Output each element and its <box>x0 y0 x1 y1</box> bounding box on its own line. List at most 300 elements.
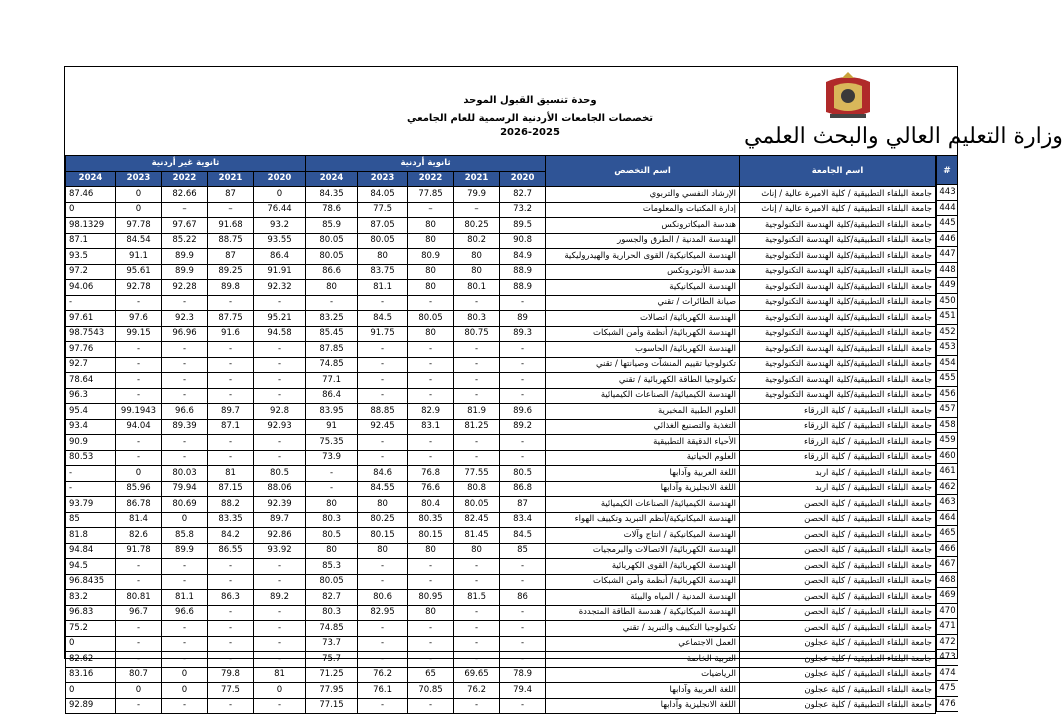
jordanian-score: - <box>358 295 408 311</box>
non-jordanian-score: 86.78 <box>116 497 162 513</box>
non-jordanian-score: - <box>208 574 254 590</box>
major-name: الهندسة الميكانيكية / هندسة الطاقة المتجددة <box>546 605 740 621</box>
jordanian-score: 84.05 <box>358 187 408 203</box>
non-jordanian-score: - <box>116 373 162 389</box>
jordanian-score: 80.5 <box>306 528 358 544</box>
major-name: الإرشاد النفسي والتربوي <box>546 187 740 203</box>
non-jordanian-score: - <box>162 559 208 575</box>
major-name: العلوم الطبية المخبرية <box>546 404 740 420</box>
jordanian-score: - <box>408 621 454 637</box>
university-name: جامعة البلقاء التطبيقية / كلية الزرقاء <box>740 419 936 435</box>
non-jordanian-score: 99.15 <box>116 326 162 342</box>
row-number: 458 <box>936 418 958 434</box>
non-jordanian-score: 84.54 <box>116 233 162 249</box>
jordanian-score: – <box>454 202 500 218</box>
non-jordanian-score: – <box>162 202 208 218</box>
non-jordanian-score: - <box>254 621 306 637</box>
non-jordanian-score: 88.2 <box>208 497 254 513</box>
non-jordanian-score: - <box>162 574 208 590</box>
jordanian-score: - <box>358 698 408 714</box>
non-jordanian-score: 96.96 <box>162 326 208 342</box>
non-jordanian-score: 82.66 <box>162 187 208 203</box>
non-jordanian-score: 93.79 <box>66 497 116 513</box>
jordanian-score: 76.2 <box>454 683 500 699</box>
table-row <box>66 667 936 683</box>
table-row <box>66 187 936 203</box>
row-number: 467 <box>936 557 958 573</box>
non-jordanian-score: - <box>254 636 306 652</box>
non-jordanian-score: 0 <box>66 683 116 699</box>
jordanian-score: 76.8 <box>408 466 454 482</box>
jordanian-score: 77.95 <box>306 683 358 699</box>
jordanian-score: 86.4 <box>306 388 358 404</box>
table-row <box>66 218 936 234</box>
jordanian-score: - <box>500 574 546 590</box>
non-jordanian-score: - <box>116 357 162 373</box>
non-jordanian-score: 96.6 <box>162 404 208 420</box>
non-jordanian-score: - <box>254 698 306 714</box>
non-jordanian-score: 97.2 <box>66 264 116 280</box>
non-jordanian-score: 85 <box>66 512 116 528</box>
jordanian-score: - <box>358 652 408 668</box>
jordanian-score: - <box>454 605 500 621</box>
jordanian-score: 84.35 <box>306 187 358 203</box>
jordanian-score: 83.4 <box>500 512 546 528</box>
jordanian-score: - <box>408 388 454 404</box>
jordanian-score: 81.9 <box>454 404 500 420</box>
non-jordanian-score: 97.78 <box>116 218 162 234</box>
non-jordanian-score: - <box>254 373 306 389</box>
non-jordanian-score: - <box>162 388 208 404</box>
jordanian-score: 82.95 <box>358 605 408 621</box>
jordanian-year-2021: 2021 <box>454 171 500 187</box>
table-row <box>66 652 936 668</box>
table-row <box>66 450 936 466</box>
jordanian-score: 86.8 <box>500 481 546 497</box>
jordanian-score: - <box>358 574 408 590</box>
jordanian-score: - <box>408 559 454 575</box>
university-name: جامعة البلقاء التطبيقية/كلية الهندسة التكنولوجية <box>740 357 936 373</box>
non-jordanian-score: 99.1943 <box>116 404 162 420</box>
non-jordanian-score: 97.6 <box>116 311 162 327</box>
non-jordanian-score: - <box>254 605 306 621</box>
jordanian-score: - <box>306 295 358 311</box>
row-number: 474 <box>936 666 958 682</box>
jordanian-score: 84.9 <box>500 249 546 265</box>
non-jordanian-score: 80.7 <box>116 667 162 683</box>
non-jordanian-score: 0 <box>254 683 306 699</box>
jordanian-score: 74.85 <box>306 621 358 637</box>
university-name: جامعة البلقاء التطبيقية / كلية اربد <box>740 466 936 482</box>
table-row <box>66 481 936 497</box>
table-row <box>66 636 936 652</box>
jordanian-score: 69.65 <box>454 667 500 683</box>
row-number: 464 <box>936 511 958 527</box>
non-jordanian-score: - <box>208 559 254 575</box>
jordanian-year-2020: 2020 <box>500 171 546 187</box>
jordanian-score: 80 <box>408 218 454 234</box>
jordanian-score: 80.05 <box>306 233 358 249</box>
non-jordanian-score: 92.78 <box>116 280 162 296</box>
jordanian-score: - <box>500 295 546 311</box>
non-jordanian-score: 79.8 <box>208 667 254 683</box>
row-number: 452 <box>936 325 958 341</box>
table-row <box>66 559 936 575</box>
row-number: 450 <box>936 294 958 310</box>
major-name: الهندسة الميكانيكية / انتاج وآلات <box>546 528 740 544</box>
non-jordanian-score: 96.6 <box>162 605 208 621</box>
jordanian-score: 80 <box>358 249 408 265</box>
non-jordanian-score: - <box>162 636 208 652</box>
jordanian-score: 87.05 <box>358 218 408 234</box>
jordanian-score: 80 <box>408 264 454 280</box>
non-jordanian-score: 81.4 <box>116 512 162 528</box>
jordanian-score: 73.2 <box>500 202 546 218</box>
university-name: جامعة البلقاء التطبيقية / كلية الحصن <box>740 605 936 621</box>
non-jordanian-score: - <box>116 295 162 311</box>
jordanian-score: - <box>454 357 500 373</box>
jordanian-score: 88.85 <box>358 404 408 420</box>
jordanian-score: - <box>500 698 546 714</box>
non-jordanian-score: - <box>116 621 162 637</box>
non-jordanian-score: - <box>116 559 162 575</box>
jordanian-score: 80.3 <box>454 311 500 327</box>
jordanian-score: - <box>500 342 546 358</box>
table-row <box>66 528 936 544</box>
university-name: جامعة البلقاء التطبيقية/كلية الهندسة التكنولوجية <box>740 311 936 327</box>
university-name: جامعة البلقاء التطبيقية / كلية اربد <box>740 481 936 497</box>
row-number: 465 <box>936 526 958 542</box>
university-name: جامعة البلقاء التطبيقية / كلية الحصن <box>740 559 936 575</box>
non-jordanian-score: 86.55 <box>208 543 254 559</box>
university-name: جامعة البلقاء التطبيقية / كلية الحصن <box>740 512 936 528</box>
jordanian-score: 89.5 <box>500 218 546 234</box>
jordanian-score: 92.45 <box>358 419 408 435</box>
university-name: جامعة البلقاء التطبيقية / كلية عجلون <box>740 652 936 668</box>
non-jordanian-score: 94.06 <box>66 280 116 296</box>
non-jordanian-score: 92.28 <box>162 280 208 296</box>
non-jordanian-score: 97.61 <box>66 311 116 327</box>
jordanian-score: 80.9 <box>408 249 454 265</box>
jordanian-score: - <box>500 621 546 637</box>
non-jordanian-score: 85.8 <box>162 528 208 544</box>
non-jordanian-year-2024: 2024 <box>66 171 116 187</box>
non-jordanian-score: 93.92 <box>254 543 306 559</box>
row-number: 462 <box>936 480 958 496</box>
jordanian-score: 75.7 <box>306 652 358 668</box>
non-jordanian-score: 94.58 <box>254 326 306 342</box>
jordanian-score: 76.6 <box>408 481 454 497</box>
non-jordanian-score: 75.2 <box>66 621 116 637</box>
jordanian-score: - <box>454 636 500 652</box>
jordanian-score: - <box>408 342 454 358</box>
non-jordanian-score: 87.1 <box>66 233 116 249</box>
jordanian-score: 78.6 <box>306 202 358 218</box>
university-name: جامعة البلقاء التطبيقية/كلية الهندسة التكنولوجية <box>740 233 936 249</box>
jordanian-score: - <box>358 559 408 575</box>
non-jordanian-score: 0 <box>116 683 162 699</box>
major-name: الهندسة الكهربائية/ أنظمة وأمن الشبكات <box>546 574 740 590</box>
jordanian-score: 84.6 <box>358 466 408 482</box>
non-jordanian-score: 86.4 <box>254 249 306 265</box>
jordanian-score: 80 <box>408 326 454 342</box>
jordanian-score: - <box>500 605 546 621</box>
non-jordanian-score: 76.44 <box>254 202 306 218</box>
jordanian-score: - <box>408 357 454 373</box>
university-name: جامعة البلقاء التطبيقية/كلية الهندسة التكنولوجية <box>740 342 936 358</box>
non-jordanian-score: - <box>208 342 254 358</box>
non-jordanian-score: - <box>162 652 208 668</box>
non-jordanian-score: - <box>162 357 208 373</box>
non-jordanian-score: - <box>208 621 254 637</box>
major-name: العمل الاجتماعي <box>546 636 740 652</box>
major-name: الهندسة الكهربائية/ القوى الكهربائية <box>546 559 740 575</box>
jordanian-score: 79.9 <box>454 187 500 203</box>
jordanian-score: 73.9 <box>306 450 358 466</box>
row-number: 460 <box>936 449 958 465</box>
jordanian-score: 81.45 <box>454 528 500 544</box>
non-jordanian-score: 92.3 <box>162 311 208 327</box>
row-number: 451 <box>936 309 958 325</box>
major-name: اللغة الانجليزية وآدابها <box>546 698 740 714</box>
jordanian-score: 80 <box>358 497 408 513</box>
university-name: جامعة البلقاء التطبيقية / كلية الحصن <box>740 497 936 513</box>
non-jordanian-score: 87.15 <box>208 481 254 497</box>
non-jordanian-score: 92.93 <box>254 419 306 435</box>
non-jordanian-score: - <box>208 698 254 714</box>
jordanian-score: 80.8 <box>454 481 500 497</box>
university-name: جامعة البلقاء التطبيقية / كلية عجلون <box>740 683 936 699</box>
non-jordanian-score: 0 <box>116 187 162 203</box>
university-name: جامعة البلقاء التطبيقية/كلية الهندسة التكنولوجية <box>740 218 936 234</box>
non-jordanian-score: 87.46 <box>66 187 116 203</box>
non-jordanian-score: 89.7 <box>208 404 254 420</box>
non-jordanian-score: 0 <box>254 187 306 203</box>
table-row <box>66 311 936 327</box>
non-jordanian-score: 97.67 <box>162 218 208 234</box>
jordanian-score: - <box>408 435 454 451</box>
jordanian-score: - <box>500 388 546 404</box>
jordanian-score: 91 <box>306 419 358 435</box>
jordanian-score: 89.6 <box>500 404 546 420</box>
jordanian-score: 80.95 <box>408 590 454 606</box>
non-jordanian-score: 87.1 <box>208 419 254 435</box>
jordanian-score: 80 <box>408 543 454 559</box>
table-row <box>66 698 936 714</box>
non-jordanian-score: - <box>254 574 306 590</box>
row-number: 454 <box>936 356 958 372</box>
non-jordanian-score: 0 <box>66 202 116 218</box>
non-jordanian-score: 80.81 <box>116 590 162 606</box>
row-number: 470 <box>936 604 958 620</box>
non-jordanian-score: 91.68 <box>208 218 254 234</box>
major-name: تكنولوجيا الطاقة الكهربائية / تقني <box>546 373 740 389</box>
jordanian-year-2024: 2024 <box>306 171 358 187</box>
major-name: الهندسة الميكانيكية/أنظم التبريد وتكييف الهواء <box>546 512 740 528</box>
jordanian-score: 84.55 <box>358 481 408 497</box>
ministry-logo <box>744 70 1063 154</box>
jordanian-score: - <box>454 435 500 451</box>
major-name: الهندسة الميكانيكية <box>546 280 740 296</box>
non-jordanian-score: 83.35 <box>208 512 254 528</box>
non-jordanian-score: - <box>162 373 208 389</box>
jordanian-score: - <box>358 357 408 373</box>
university-name: جامعة البلقاء التطبيقية / كلية الاميرة عالية / إناث <box>740 202 936 218</box>
non-jordanian-score: 0 <box>162 667 208 683</box>
non-jordanian-score: 77.5 <box>208 683 254 699</box>
major-name: الهندسة الميكانيكية/ القوى الحرارية والهيدروليكية <box>546 249 740 265</box>
jordanian-score: - <box>500 373 546 389</box>
non-jordanian-score: 90.9 <box>66 435 116 451</box>
table-row <box>66 373 936 389</box>
table-row <box>66 295 936 311</box>
jordanian-score: 82.9 <box>408 404 454 420</box>
university-name: جامعة البلقاء التطبيقية/كلية الهندسة التكنولوجية <box>740 388 936 404</box>
jordanian-score: 65 <box>408 667 454 683</box>
non-jordanian-score: - <box>116 636 162 652</box>
jordanian-score: 79.4 <box>500 683 546 699</box>
university-name: جامعة البلقاء التطبيقية / كلية الاميرة عالية / إناث <box>740 187 936 203</box>
jordanian-score: 81.1 <box>358 280 408 296</box>
row-number: 445 <box>936 216 958 232</box>
university-name: جامعة البلقاء التطبيقية / كلية الحصن <box>740 528 936 544</box>
non-jordanian-score: - <box>208 435 254 451</box>
university-name: جامعة البلقاء التطبيقية/كلية الهندسة التكنولوجية <box>740 249 936 265</box>
non-jordanian-score: 80.03 <box>162 466 208 482</box>
university-name: جامعة البلقاء التطبيقية / كلية الحصن <box>740 621 936 637</box>
non-jordanian-score: 81 <box>254 667 306 683</box>
jordanian-score: - <box>454 388 500 404</box>
non-jordanian-score: - <box>208 605 254 621</box>
jordanian-score: - <box>454 574 500 590</box>
jordanian-score: 83.25 <box>306 311 358 327</box>
non-jordanian-score: 95.21 <box>254 311 306 327</box>
table-row <box>66 249 936 265</box>
non-jordanian-score: - <box>208 652 254 668</box>
non-jordanian-score: 84.2 <box>208 528 254 544</box>
non-jordanian-score: - <box>254 342 306 358</box>
jordanian-score: 80 <box>408 280 454 296</box>
university-name: جامعة البلقاء التطبيقية / كلية الزرقاء <box>740 435 936 451</box>
major-name: الهندسة المدنية / المياه والبيئة <box>546 590 740 606</box>
jordanian-score: - <box>454 295 500 311</box>
major-name: الرياضيات <box>546 667 740 683</box>
jordanian-score: 80 <box>306 280 358 296</box>
jordanian-score: 88.9 <box>500 264 546 280</box>
jordanian-score: - <box>454 698 500 714</box>
non-jordanian-score: - <box>254 559 306 575</box>
table-row <box>66 497 936 513</box>
jordanian-score: 85 <box>500 543 546 559</box>
non-jordanian-score: 78.64 <box>66 373 116 389</box>
non-jordanian-score: 92.86 <box>254 528 306 544</box>
non-jordanian-score: 80.5 <box>254 466 306 482</box>
jordanian-score: - <box>358 435 408 451</box>
row-number-column <box>936 185 958 712</box>
header-subtitle: تخصصات الجامعات الأردنية الرسمية للعام الجامعي 2025-2026 <box>406 113 654 138</box>
non-jordanian-score: 94.5 <box>66 559 116 575</box>
jordanian-score: 85.45 <box>306 326 358 342</box>
university-name: جامعة البلقاء التطبيقية / كلية الحصن <box>740 590 936 606</box>
non-jordanian-score: 92.7 <box>66 357 116 373</box>
jordanian-score: 80 <box>454 543 500 559</box>
row-number: 448 <box>936 263 958 279</box>
non-jordanian-score: - <box>66 481 116 497</box>
table-row <box>66 326 936 342</box>
row-number: 468 <box>936 573 958 589</box>
row-number: 461 <box>936 464 958 480</box>
non-jordanian-score: - <box>162 342 208 358</box>
jordanian-score: 81.25 <box>454 419 500 435</box>
non-jordanian-score: 85.22 <box>162 233 208 249</box>
non-jordanian-score: - <box>254 357 306 373</box>
non-jordanian-score: 92.32 <box>254 280 306 296</box>
major-name: صيانة الطائرات / تقني <box>546 295 740 311</box>
non-jordanian-score: 81 <box>208 466 254 482</box>
jordanian-score: 80.25 <box>454 218 500 234</box>
non-jordanian-score: 96.8435 <box>66 574 116 590</box>
row-number: 455 <box>936 371 958 387</box>
non-jordanian-score: 0 <box>162 512 208 528</box>
university-name: جامعة البلقاء التطبيقية / كلية عجلون <box>740 698 936 714</box>
table-row <box>66 605 936 621</box>
non-jordanian-score: - <box>162 450 208 466</box>
jordanian-score: 75.35 <box>306 435 358 451</box>
jordanian-score: - <box>306 466 358 482</box>
major-name: إدارة المكتبات والمعلومات <box>546 202 740 218</box>
jordanian-score: 85.9 <box>306 218 358 234</box>
non-jordanian-header: ثانوية غير أردنية <box>66 156 306 172</box>
jordanian-score: 80.05 <box>306 574 358 590</box>
jordanian-score: 76.1 <box>358 683 408 699</box>
non-jordanian-score: 83.2 <box>66 590 116 606</box>
non-jordanian-score: 87 <box>208 249 254 265</box>
jordanian-score: 82.7 <box>306 590 358 606</box>
jordanian-score: - <box>358 388 408 404</box>
non-jordanian-score: 81.8 <box>66 528 116 544</box>
non-jordanian-score: - <box>254 388 306 404</box>
non-jordanian-score: 88.06 <box>254 481 306 497</box>
jordanian-score: 84.5 <box>500 528 546 544</box>
non-jordanian-score: 85.96 <box>116 481 162 497</box>
jordanian-score: 76.2 <box>358 667 408 683</box>
non-jordanian-score: 91.91 <box>254 264 306 280</box>
non-jordanian-score: 93.5 <box>66 249 116 265</box>
non-jordanian-score: 89.39 <box>162 419 208 435</box>
jordanian-score: - <box>408 636 454 652</box>
jordanian-score: - <box>454 450 500 466</box>
row-number: 459 <box>936 433 958 449</box>
non-jordanian-score: 94.04 <box>116 419 162 435</box>
non-jordanian-score: 87.75 <box>208 311 254 327</box>
non-jordanian-score: - <box>208 373 254 389</box>
jordanian-score: 87 <box>500 497 546 513</box>
jordanian-score: - <box>454 373 500 389</box>
row-number: 443 <box>936 185 958 201</box>
jordanian-score: 80 <box>408 233 454 249</box>
non-jordanian-score: - <box>116 388 162 404</box>
row-number: 449 <box>936 278 958 294</box>
university-name: جامعة البلقاء التطبيقية / كلية عجلون <box>740 636 936 652</box>
jordanian-score: - <box>408 574 454 590</box>
major-name: اللغة العربية وآدابها <box>546 466 740 482</box>
non-jordanian-score: - <box>208 450 254 466</box>
non-jordanian-score: 93.4 <box>66 419 116 435</box>
major-name: هندسة الميكاترونكس <box>546 218 740 234</box>
row-number: 472 <box>936 635 958 651</box>
jordanian-score: 80 <box>306 543 358 559</box>
jordanian-score: 80 <box>408 605 454 621</box>
